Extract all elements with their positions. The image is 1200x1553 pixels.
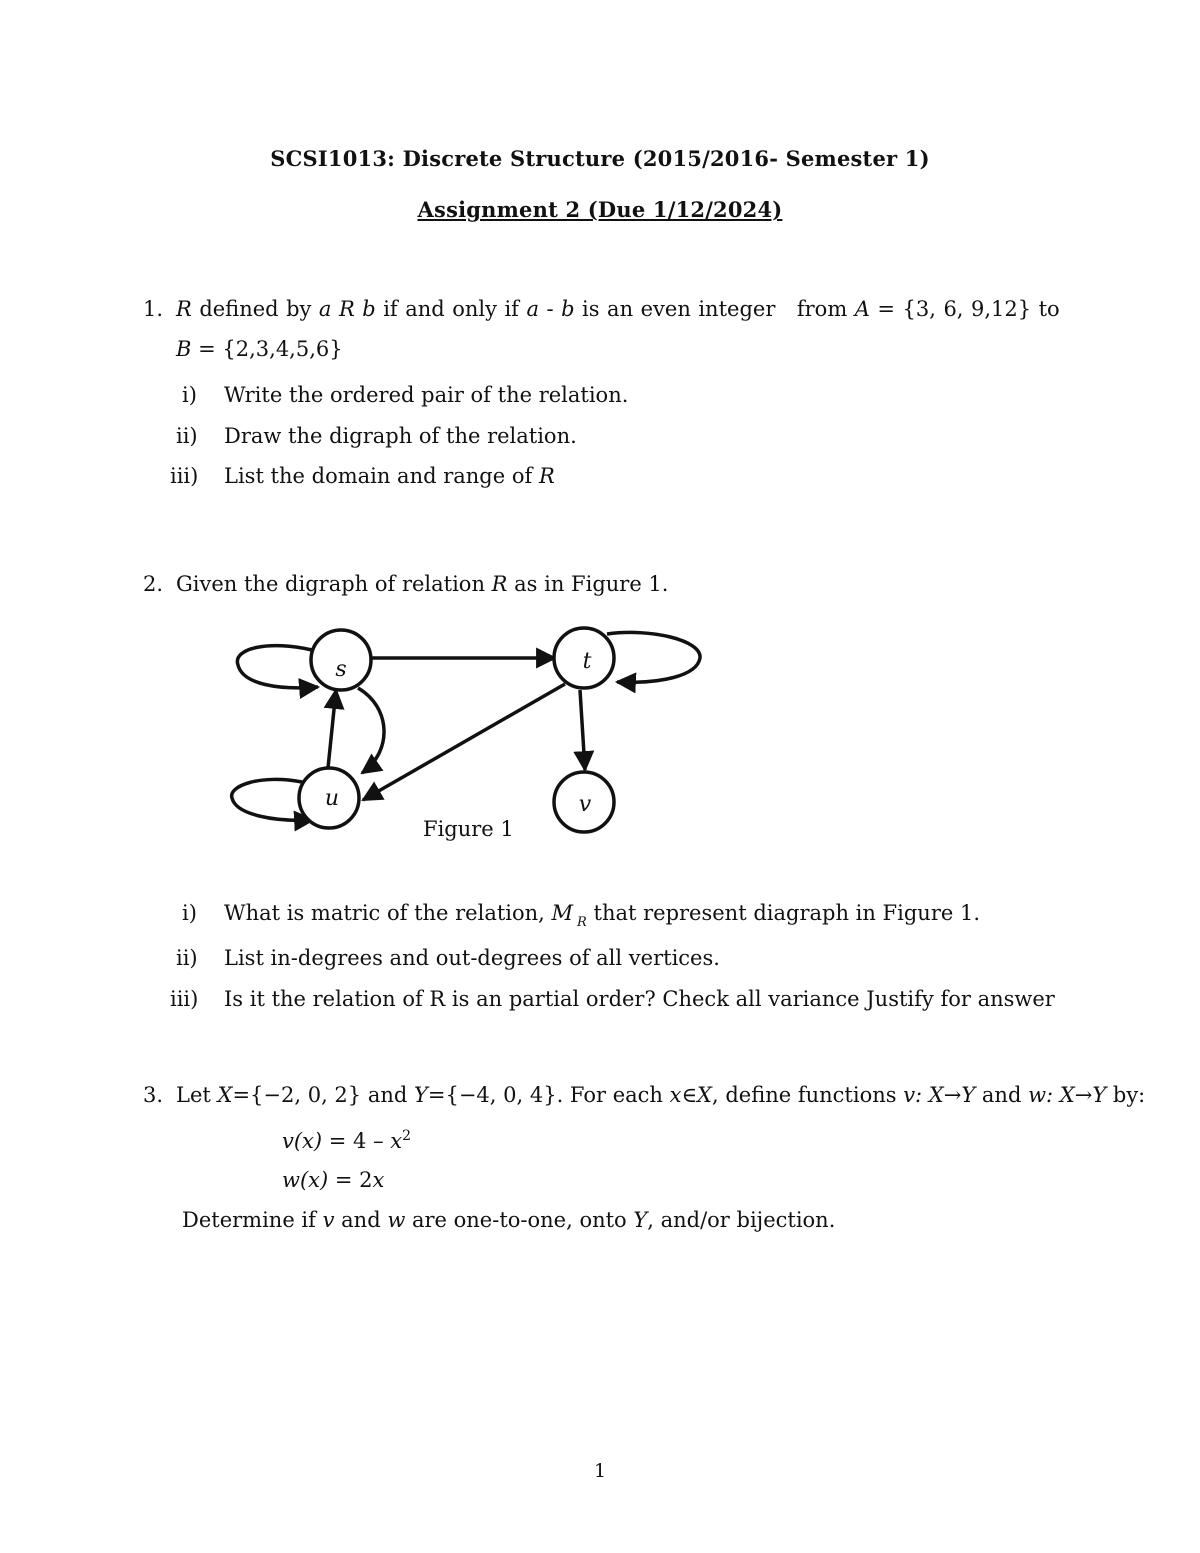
q1-word: is	[582, 297, 600, 321]
node-s-label: s	[335, 657, 347, 682]
element-x: x∈X	[669, 1083, 712, 1107]
q2-item-text	[224, 901, 980, 930]
q1-word: an	[607, 297, 634, 321]
q1-item-text: Draw the digraph of the relation.	[224, 424, 577, 448]
q2-item-text: List in-degrees and out-degrees of all vertices.	[224, 946, 720, 970]
q2-item-label: ii)	[176, 946, 198, 970]
q2-item-label: iii)	[170, 987, 199, 1011]
q2-item-1-pre: What is matric of the relation,	[224, 901, 552, 925]
equation-v	[282, 1128, 411, 1153]
q1-word: even	[640, 297, 691, 321]
q1-item-3-text: List the domain and range of	[224, 464, 539, 488]
q2-item-text: Is it the relation of R is an partial order? Check all variance Justify for answer	[224, 987, 1055, 1011]
q1-word: {3,	[902, 297, 936, 321]
question-3-determine	[182, 1208, 835, 1232]
set-x-variable: X	[217, 1083, 233, 1107]
question-3-text	[176, 1083, 1145, 1107]
matrix-m-variable: M	[551, 901, 574, 925]
q1-word: from	[796, 297, 848, 321]
function-v: v	[322, 1208, 335, 1232]
equation-v-x: x	[390, 1129, 403, 1153]
edge-s-to-s	[237, 646, 318, 688]
q2-text-post: as in Figure 1.	[507, 572, 669, 596]
q1-word: to	[1038, 297, 1060, 321]
equation-v-rhs: = 4 –	[322, 1129, 391, 1153]
q3-det-text: , and/or bijection.	[647, 1208, 836, 1232]
q3-text: Let	[176, 1083, 218, 1107]
equation-w	[282, 1168, 384, 1192]
q3-text: by:	[1106, 1083, 1146, 1107]
question-3-number: 3.	[143, 1083, 164, 1107]
question-2-number: 2.	[143, 572, 164, 596]
edge-s-to-u	[358, 688, 384, 773]
assignment-heading: Assignment 2 (Due 1/12/2024)	[417, 197, 783, 222]
page-number: 1	[593, 1460, 607, 1482]
q1-word: R	[176, 297, 192, 321]
question-1-number: 1.	[143, 297, 164, 321]
equation-w-x: x	[372, 1168, 385, 1192]
equation-w-lhs: w(x)	[282, 1168, 329, 1192]
function-v-signature: v: X→Y	[903, 1083, 976, 1107]
q1-word: b	[362, 297, 376, 321]
q1-word: -	[546, 297, 554, 321]
function-w-signature: w: X→Y	[1028, 1083, 1107, 1107]
set-y-variable: Y	[414, 1083, 428, 1107]
q3-det-text: are one-to-one, onto	[405, 1208, 634, 1232]
relation-r-variable: R	[538, 464, 555, 488]
q1-word: a	[526, 297, 539, 321]
q1-word: A	[854, 297, 870, 321]
q1-word: b	[561, 297, 575, 321]
q3-text: , define functions	[711, 1083, 904, 1107]
q2-item-label: i)	[182, 901, 197, 925]
q1-word: if	[383, 297, 398, 321]
relation-r-variable: R	[491, 572, 508, 596]
q1-item-label: i)	[182, 383, 197, 407]
q1-word: and	[405, 297, 445, 321]
q3-det-text: Determine if	[182, 1208, 323, 1232]
node-v-label: v	[578, 792, 592, 817]
figure-caption: Figure 1	[423, 817, 514, 841]
q1-item-text: Write the ordered pair of the relation.	[224, 383, 629, 407]
q1-word: 6,	[943, 297, 964, 321]
edge-t-to-u	[363, 684, 565, 800]
edge-t-to-v	[580, 690, 585, 770]
q1-word: if	[504, 297, 519, 321]
set-b-values: = {2,3,4,5,6}	[191, 337, 343, 361]
matrix-subscript: R	[577, 915, 587, 930]
set-x-values: ={−2, 0, 2} and	[232, 1083, 414, 1107]
q1-word: =	[877, 297, 896, 321]
q2-item-1-post: that represent diagraph in Figure 1.	[586, 901, 980, 925]
q1-word: integer	[698, 297, 776, 321]
node-u-label: u	[324, 786, 340, 811]
q1-word: 9,12}	[970, 297, 1032, 321]
set-y-variable: Y	[633, 1208, 648, 1232]
q3-det-text: and	[334, 1208, 388, 1232]
q2-text-pre: Given the digraph of relation	[176, 572, 492, 596]
q3-text: and	[975, 1083, 1029, 1107]
equation-v-exponent: 2	[402, 1128, 412, 1144]
set-y-values: ={−4, 0, 4}. For each	[427, 1083, 670, 1107]
edge-u-to-s	[328, 690, 336, 768]
q1-item-label: iii)	[170, 464, 199, 488]
equation-v-lhs: v(x)	[282, 1129, 323, 1153]
node-t-label: t	[582, 649, 592, 674]
q1-word: a	[318, 297, 332, 321]
q1-item-label: ii)	[176, 424, 198, 448]
q1-word: R	[338, 297, 355, 321]
set-b-variable: B	[176, 337, 192, 361]
equation-w-rhs: = 2	[328, 1168, 373, 1192]
q1-word: only	[452, 297, 497, 321]
document-title: SCSI1013: Discrete Structure (2015/2016- Semester 1)	[270, 146, 930, 171]
edge-t-to-t	[607, 632, 700, 682]
q1-word: defined	[199, 297, 279, 321]
function-w: w	[387, 1208, 406, 1232]
q1-word: by	[286, 297, 312, 321]
